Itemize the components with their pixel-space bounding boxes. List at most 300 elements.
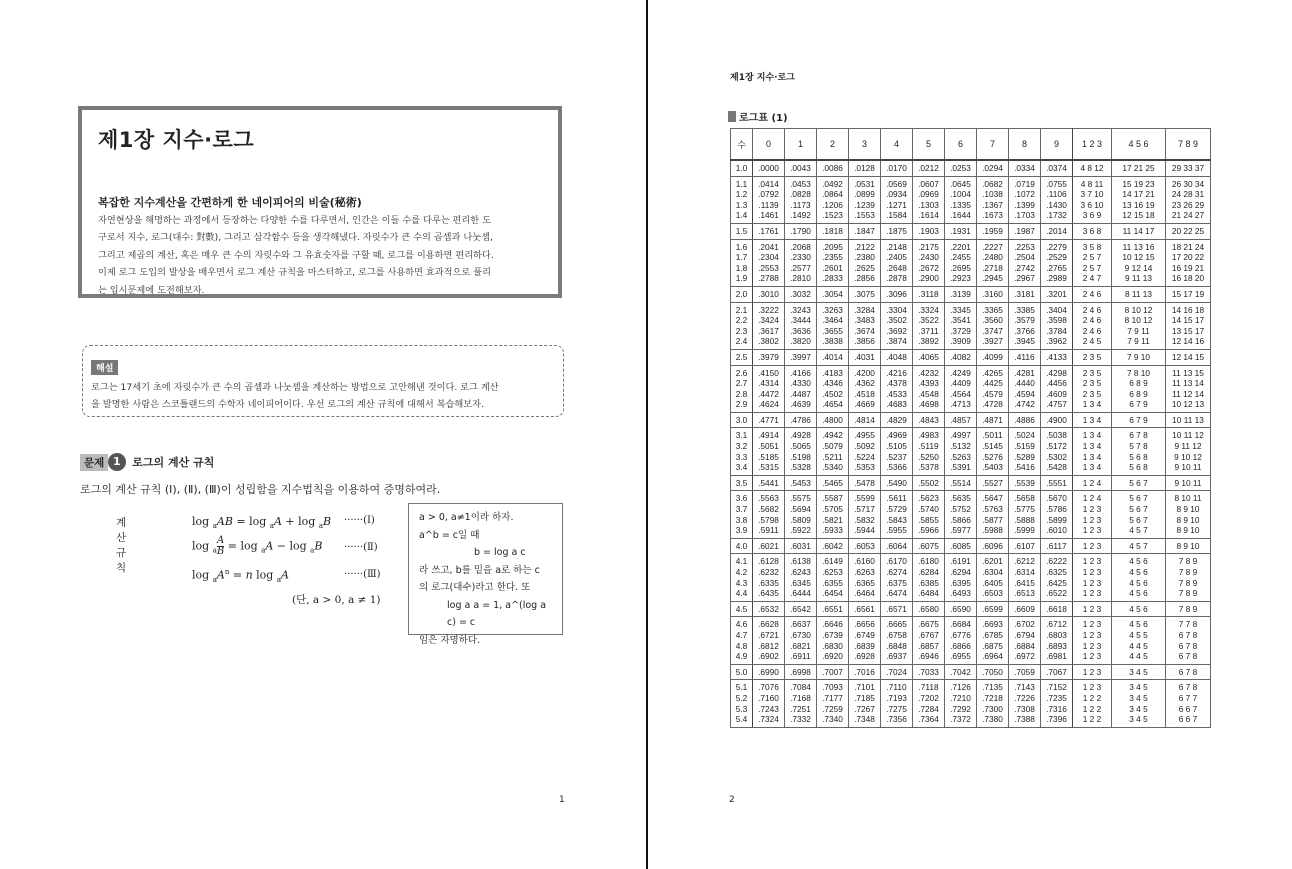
log-table-row-group xyxy=(731,176,1211,223)
log-table-value-cell: .2201 .2455 .2695 .2923 xyxy=(945,239,977,286)
log-table-value-cell: .4082 xyxy=(945,349,977,365)
log-table-header-cell: 9 xyxy=(1041,129,1073,161)
rule-2-tag: ······(Ⅱ) xyxy=(344,542,378,553)
commentary-line: 을 발명한 사람은 스코틀랜드의 수학자 네이피어이다. 우선 로그의 계산 규칙에 대해서 복습해보자. xyxy=(91,399,484,410)
intro-line: 이제 로그 도입의 발상을 배우면서 로그 계산 규칙을 마스터하고, 로그를 사용하면 효과적으로 풀리 xyxy=(98,267,491,279)
log-table-value-cell: .6212 .6314 .6415 .6513 xyxy=(1009,554,1041,601)
log-table-row-group xyxy=(731,680,1211,727)
log-table-value-cell: .0414 .0792 .1139 .1461 xyxy=(753,176,785,223)
log-table-value-cell: .6693 .6785 .6875 .6964 xyxy=(977,617,1009,664)
log-table-value-cell: .7076 .7160 .7243 .7324 xyxy=(753,680,785,727)
log-table-value-cell: 4 5 6 4 5 5 4 4 5 4 4 5 xyxy=(1112,617,1166,664)
log-table-value-cell: .4955 .5092 .5224 .5353 xyxy=(849,428,881,475)
log-table-value-cell: 15 19 23 14 17 21 13 16 19 12 15 18 xyxy=(1112,176,1166,223)
def-line: a^b = c일 때 xyxy=(419,529,480,541)
log-table-header-cell: 3 xyxy=(849,129,881,161)
log-table-value-cell: .6656 .6749 .6839 .6928 xyxy=(849,617,881,664)
log-table-value-cell: .5587 .5705 .5821 .5933 xyxy=(817,491,849,538)
rule-2: $\log _a\frac{A}{B}$ = log $_a$A − log $_a$B xyxy=(192,535,323,557)
log-table-value-cell: .5575 .5694 .5809 .5922 xyxy=(785,491,817,538)
rule-condition: (단, a > 0, a ≠ 1) xyxy=(292,594,381,606)
log-table-value-cell: .5453 xyxy=(785,475,817,491)
chapter-subtitle: 복잡한 지수계산을 간편하게 한 네이피어의 비술(秘術) xyxy=(98,196,362,209)
log-table-value-cell: 15 17 19 xyxy=(1166,286,1211,302)
log-table-value-cell: .5563 .5682 .5798 .5911 xyxy=(753,491,785,538)
log-table-value-cell: .4048 xyxy=(881,349,913,365)
log-table-value-cell: .4281 .4440 .4594 .4742 xyxy=(1009,365,1041,412)
log-table-value-cell: .0294 xyxy=(977,160,1009,176)
log-table-value-cell: .7050 xyxy=(977,664,1009,680)
log-table-value-cell: .3222 .3424 .3617 .3802 xyxy=(753,302,785,349)
log-table-value-cell: .3324 .3522 .3711 .3892 xyxy=(913,302,945,349)
log-table-value-cell: .7033 xyxy=(913,664,945,680)
log-table-row-group xyxy=(731,491,1211,538)
log-table-number-cell: 1.5 xyxy=(731,223,753,239)
log-table-value-cell: 7 9 10 xyxy=(1112,349,1166,365)
log-table-value-cell: .6117 xyxy=(1041,538,1073,554)
log-table-value-cell: .6180 .6284 .6385 .6484 xyxy=(913,554,945,601)
log-table-value-cell: .4871 xyxy=(977,412,1009,428)
log-table-value-cell: .4031 xyxy=(849,349,881,365)
section-title xyxy=(728,109,788,124)
intro-line: 구로서 지수, 로그(대수: 對數), 그리고 삼각함수 등을 생각해냈다. 자릿수가 큰 수의 곱셈과 나눗셈, xyxy=(98,232,493,244)
log-table-value-cell: .6031 xyxy=(785,538,817,554)
log-table-number-cell: 2.1 2.2 2.3 2.4 xyxy=(731,302,753,349)
log-table-value-cell: .6107 xyxy=(1009,538,1041,554)
problem-description: 로그의 계산 규칙 (Ⅰ), (Ⅱ), (Ⅲ)이 성립함을 지수법칙을 이용하여 증명하여라. xyxy=(80,483,441,496)
log-table-row-group xyxy=(731,412,1211,428)
log-table-value-cell: 3 4 5 xyxy=(1112,664,1166,680)
log-table-row-group xyxy=(731,365,1211,412)
log-table-value-cell: .1959 xyxy=(977,223,1009,239)
log-table-value-cell: .2095 .2355 .2601 .2833 xyxy=(817,239,849,286)
log-table-value-cell: .6170 .6274 .6375 .6474 xyxy=(881,554,913,601)
log-table-value-cell: .4249 .4409 .4564 .4713 xyxy=(945,365,977,412)
log-table-value-cell: 4 8 12 xyxy=(1073,160,1112,176)
log-table-value-cell: .1847 xyxy=(849,223,881,239)
def-line: b = log a c xyxy=(474,547,526,558)
log-table-number-cell: 3.6 3.7 3.8 3.9 xyxy=(731,491,753,538)
log-table-value-cell: .4928 .5065 .5198 .5328 xyxy=(785,428,817,475)
log-table-value-cell: .6712 .6803 .6893 .6981 xyxy=(1041,617,1073,664)
log-table-value-cell: 1 2 4 1 2 3 1 2 3 1 2 3 xyxy=(1073,491,1112,538)
chapter-box xyxy=(78,106,562,298)
log-table-value-cell: .2014 xyxy=(1041,223,1073,239)
problem-number: 1 xyxy=(108,453,126,471)
log-table-value-cell: .3365 .3560 .3747 .3927 xyxy=(977,302,1009,349)
log-table-value-cell: .0170 xyxy=(881,160,913,176)
log-table-value-cell: 5 6 7 5 6 7 5 6 7 4 5 7 xyxy=(1112,491,1166,538)
log-table-value-cell: .6628 .6721 .6812 .6902 xyxy=(753,617,785,664)
log-table-value-cell: .6096 xyxy=(977,538,1009,554)
log-table-number-cell: 1.1 1.2 1.3 1.4 xyxy=(731,176,753,223)
log-table-value-cell: .0719 .1072 .1399 .1703 xyxy=(1009,176,1041,223)
log-table-value-cell: 1 3 4 xyxy=(1073,412,1112,428)
log-table-value-cell: .6609 xyxy=(1009,601,1041,617)
log-table-row-group xyxy=(731,302,1211,349)
log-table-value-cell: 11 13 15 11 13 14 11 12 14 10 12 13 xyxy=(1166,365,1211,412)
definition-box xyxy=(408,503,563,646)
log-table-value-cell: .1761 xyxy=(753,223,785,239)
log-table-header-cell: 6 xyxy=(945,129,977,161)
log-table-value-cell: .6561 xyxy=(849,601,881,617)
log-table-value-cell: .3243 .3444 .3636 .3820 xyxy=(785,302,817,349)
log-table-value-cell: 20 22 25 xyxy=(1166,223,1211,239)
log-table-row-group xyxy=(731,601,1211,617)
log-table-number-cell: 2.0 xyxy=(731,286,753,302)
log-table-value-cell: 29 33 37 xyxy=(1166,160,1211,176)
log-table-number-cell: 3.1 3.2 3.3 3.4 xyxy=(731,428,753,475)
log-table-number-cell: 4.6 4.7 4.8 4.9 xyxy=(731,617,753,664)
log-table-value-cell: .5599 .5717 .5832 .5944 xyxy=(849,491,881,538)
log-table-value-cell: .6532 xyxy=(753,601,785,617)
log-table-value-cell: .7152 .7235 .7316 .7396 xyxy=(1041,680,1073,727)
log-table-value-cell: .5551 xyxy=(1041,475,1073,491)
log-table-row-group xyxy=(731,223,1211,239)
log-table-value-cell: 1 2 3 1 2 3 1 2 3 1 2 3 xyxy=(1073,554,1112,601)
section-marker xyxy=(728,111,736,122)
intro-line: 는 입시문제에 도전해보자. xyxy=(98,284,205,296)
log-table-row-group xyxy=(731,428,1211,475)
log-table-value-cell: 10 11 12 9 11 12 9 10 12 9 10 11 xyxy=(1166,428,1211,475)
log-table-value-cell: .6551 xyxy=(817,601,849,617)
log-table-header-cell: 7 8 9 xyxy=(1166,129,1211,161)
log-table-value-cell: 14 16 18 14 15 17 13 15 17 12 14 16 xyxy=(1166,302,1211,349)
log-table-value-cell: .6053 xyxy=(849,538,881,554)
log-table-number-cell: 4.5 xyxy=(731,601,753,617)
log-table-value-cell: 6 7 8 xyxy=(1166,664,1211,680)
log-table-value-cell: 6 7 8 5 7 8 5 6 8 5 6 8 xyxy=(1112,428,1166,475)
log-table-value-cell: 8 10 12 8 10 12 7 9 11 7 9 11 xyxy=(1112,302,1166,349)
log-table-value-cell: .4786 xyxy=(785,412,817,428)
log-table-value-cell: 11 14 17 xyxy=(1112,223,1166,239)
log-table-number-cell: 2.6 2.7 2.8 2.9 xyxy=(731,365,753,412)
log-table-value-cell: .2122 .2380 .2625 .2856 xyxy=(849,239,881,286)
log-table-value-cell: 4 5 6 xyxy=(1112,601,1166,617)
log-table-value-cell: .6646 .6739 .6830 .6920 xyxy=(817,617,849,664)
def-line: 의 로그(대수)라고 한다. 또 xyxy=(419,582,531,593)
log-table-value-cell: .6138 .6243 .6345 .6444 xyxy=(785,554,817,601)
log-table-value-cell: .5527 xyxy=(977,475,1009,491)
log-table-value-cell: .7084 .7168 .7251 .7332 xyxy=(785,680,817,727)
log-table-header-cell: 4 5 6 xyxy=(1112,129,1166,161)
log-table-value-cell: .2041 .2304 .2553 .2788 xyxy=(753,239,785,286)
log-table-value-cell: .0000 xyxy=(753,160,785,176)
log-table-value-cell: .6201 .6304 .6405 .6503 xyxy=(977,554,1009,601)
log-table-value-cell: 1 2 3 xyxy=(1073,664,1112,680)
def-line: 라 쓰고, b를 밑을 a로 하는 c xyxy=(419,564,540,576)
log-table-number-cell: 4.1 4.2 4.3 4.4 xyxy=(731,554,753,601)
log-table-number-cell: 5.1 5.2 5.3 5.4 xyxy=(731,680,753,727)
log-table-value-cell: .4969 .5105 .5237 .5366 xyxy=(881,428,913,475)
log-table-value-cell: .6665 .6758 .6848 .6937 xyxy=(881,617,913,664)
log-table-number-cell: 1.0 xyxy=(731,160,753,176)
log-table-value-cell: .5647 .5763 .5877 .5988 xyxy=(977,491,1009,538)
log-table-value-cell: .5441 xyxy=(753,475,785,491)
log-table-value-cell: .6042 xyxy=(817,538,849,554)
log-table-value-cell: .0492 .0864 .1206 .1523 xyxy=(817,176,849,223)
intro-line: 그리고 제곱의 계산, 혹은 매우 큰 수의 자릿수와 그 유효숫자를 구할 때, 로그를 이용하면 편리하다. xyxy=(98,249,494,261)
log-table-value-cell: .7024 xyxy=(881,664,913,680)
log-table-value-cell: .4843 xyxy=(913,412,945,428)
log-table-value-cell: .3118 xyxy=(913,286,945,302)
log-table-header-cell: 1 2 3 xyxy=(1073,129,1112,161)
log-table-value-cell: .4886 xyxy=(1009,412,1041,428)
log-table-value-cell: .3997 xyxy=(785,349,817,365)
log-table-number-cell: 2.5 xyxy=(731,349,753,365)
log-table-value-cell: 8 10 11 8 9 10 8 9 10 8 9 10 xyxy=(1166,491,1211,538)
log-table-value-cell: .6590 xyxy=(945,601,977,617)
log-table-header-cell: 2 xyxy=(817,129,849,161)
log-table-value-cell: .4857 xyxy=(945,412,977,428)
log-table-value-cell: .6075 xyxy=(913,538,945,554)
problem-title: 로그의 계산 규칙 xyxy=(132,456,215,469)
log-table-number-cell: 3.0 xyxy=(731,412,753,428)
log-table-value-cell: .7093 .7177 .7259 .7340 xyxy=(817,680,849,727)
log-table-value-cell: .5038 .5172 .5302 .5428 xyxy=(1041,428,1073,475)
log-table-value-cell: .6160 .6263 .6365 .6464 xyxy=(849,554,881,601)
log-table-value-cell: .0253 xyxy=(945,160,977,176)
log-table-value-cell: .7042 xyxy=(945,664,977,680)
page-number-right: 2 xyxy=(729,795,735,805)
rule-1-tag: ······(Ⅰ) xyxy=(344,515,375,526)
log-table-value-cell: .5514 xyxy=(945,475,977,491)
log-table-value-cell: 1 2 4 xyxy=(1073,475,1112,491)
log-table-value-cell: .4983 .5119 .5250 .5378 xyxy=(913,428,945,475)
commentary-badge: 해설 xyxy=(91,360,118,375)
def-line: log a a = 1, a^(log a c) = c xyxy=(447,599,547,628)
log-table-value-cell: .4166 .4330 .4487 .4639 xyxy=(785,365,817,412)
log-table-value-cell: 1 2 3 xyxy=(1073,538,1112,554)
log-table-value-cell: .6599 xyxy=(977,601,1009,617)
log-table-value-cell: 17 21 25 xyxy=(1112,160,1166,176)
log-table-value-cell: .1818 xyxy=(817,223,849,239)
log-table-value-cell: .0531 .0899 .1239 .1553 xyxy=(849,176,881,223)
log-table-value-cell: .4800 xyxy=(817,412,849,428)
log-table-value-cell: .6702 .6794 .6884 .6972 xyxy=(1009,617,1041,664)
log-table-value-cell: 9 10 11 xyxy=(1166,475,1211,491)
def-line: a > 0, a≠1이라 하자. xyxy=(419,512,514,523)
running-head: 제1장 지수·로그 xyxy=(730,73,795,83)
log-table xyxy=(730,128,1211,728)
log-table-value-cell: 2 3 5 xyxy=(1073,349,1112,365)
log-table-value-cell: .3075 xyxy=(849,286,881,302)
log-table-value-cell: .5611 .5729 .5843 .5955 xyxy=(881,491,913,538)
log-table-value-cell: .1875 xyxy=(881,223,913,239)
log-table-value-cell: .4298 .4456 .4609 .4757 xyxy=(1041,365,1073,412)
log-table-value-cell: .3385 .3579 .3766 .3945 xyxy=(1009,302,1041,349)
log-table-value-cell: 1 2 3 xyxy=(1073,601,1112,617)
log-table-value-cell: .3139 xyxy=(945,286,977,302)
log-table-value-cell: 26 30 34 24 28 31 23 26 29 21 24 27 xyxy=(1166,176,1211,223)
log-table-value-cell: .3304 .3502 .3692 .3874 xyxy=(881,302,913,349)
log-table-value-cell: 7 8 9 7 8 9 7 8 9 7 8 9 xyxy=(1166,554,1211,601)
log-table-value-cell: .2227 .2480 .2718 .2945 xyxy=(977,239,1009,286)
log-table-value-cell: .7016 xyxy=(849,664,881,680)
log-table-value-cell: 7 7 8 6 7 8 6 7 8 6 7 8 xyxy=(1166,617,1211,664)
log-table-value-cell: 2 3 5 2 3 5 2 3 5 1 3 4 xyxy=(1073,365,1112,412)
log-table-value-cell: .6998 xyxy=(785,664,817,680)
log-table-value-cell: .4265 .4425 .4579 .4728 xyxy=(977,365,1009,412)
log-table-value-cell: .7135 .7218 .7300 .7380 xyxy=(977,680,1009,727)
log-table-value-cell: .0682 .1038 .1367 .1673 xyxy=(977,176,1009,223)
log-table-value-cell: 12 14 15 xyxy=(1166,349,1211,365)
log-table-number-cell: 3.5 xyxy=(731,475,753,491)
log-table-value-cell: 1 2 3 1 2 2 1 2 2 1 2 2 xyxy=(1073,680,1112,727)
log-table-value-cell: .2279 .2529 .2765 .2989 xyxy=(1041,239,1073,286)
log-table-header-cell: 7 xyxy=(977,129,1009,161)
problem-badge: 문제 xyxy=(80,454,108,471)
log-table-value-cell: .5658 .5775 .5888 .5999 xyxy=(1009,491,1041,538)
log-table-value-cell: .3284 .3483 .3674 .3856 xyxy=(849,302,881,349)
log-table-row-group xyxy=(731,160,1211,176)
log-table-value-cell: .0569 .0934 .1271 .1584 xyxy=(881,176,913,223)
log-table-value-cell: .5024 .5159 .5289 .5416 xyxy=(1009,428,1041,475)
log-table-value-cell: 11 13 16 10 12 15 9 12 14 9 11 13 xyxy=(1112,239,1166,286)
log-table-value-cell: .7118 .7202 .7284 .7364 xyxy=(913,680,945,727)
log-table-value-cell: 3 6 8 xyxy=(1073,223,1112,239)
log-table-value-cell: .0334 xyxy=(1009,160,1041,176)
rules-label: 계산 규칙 xyxy=(116,517,127,574)
log-table-value-cell: 3 5 8 2 5 7 2 5 7 2 4 7 xyxy=(1073,239,1112,286)
log-table-value-cell: .7110 .7193 .7275 .7356 xyxy=(881,680,913,727)
log-table-value-cell: .4065 xyxy=(913,349,945,365)
log-table-row-group xyxy=(731,349,1211,365)
log-table-value-cell: 4 5 6 4 5 6 4 5 6 4 5 6 xyxy=(1112,554,1166,601)
log-table-value-cell: .4216 .4378 .4533 .4683 xyxy=(881,365,913,412)
log-table-value-cell: 7 8 9 xyxy=(1166,601,1211,617)
log-table-value-cell: 5 6 7 xyxy=(1112,475,1166,491)
log-table-value-cell: .0128 xyxy=(849,160,881,176)
log-table-value-cell: .0043 xyxy=(785,160,817,176)
log-table-value-cell: .6191 .6294 .6395 .6493 xyxy=(945,554,977,601)
section-title-text: 로그표 (1) xyxy=(739,113,788,124)
log-table-value-cell: .3979 xyxy=(753,349,785,365)
log-table-value-cell: .3263 .3464 .3655 .3838 xyxy=(817,302,849,349)
log-table-value-cell: .3096 xyxy=(881,286,913,302)
chapter-title: 제1장 지수·로그 xyxy=(98,128,255,152)
log-table-value-cell: .4183 .4346 .4502 .4654 xyxy=(817,365,849,412)
log-table-value-cell: .5539 xyxy=(1009,475,1041,491)
log-table-value-cell: .4232 .4393 .4548 .4698 xyxy=(913,365,945,412)
rule-3: $\log _aA^n = n$ log $_a$A xyxy=(192,568,289,584)
log-table-value-cell: .1931 xyxy=(945,223,977,239)
log-table-header xyxy=(731,129,1211,161)
log-table-value-cell: .0086 xyxy=(817,160,849,176)
log-table-row-group xyxy=(731,554,1211,601)
log-table-value-cell: .0453 .0828 .1173 .1492 xyxy=(785,176,817,223)
intro-line: 자연현상을 해명하는 과정에서 등장하는 다양한 수를 다루면서, 인간은 이들 수를 다루는 편리한 도 xyxy=(98,215,491,226)
log-table-value-cell: .7067 xyxy=(1041,664,1073,680)
log-table-number-cell: 4.0 xyxy=(731,538,753,554)
log-table-number-cell: 5.0 xyxy=(731,664,753,680)
log-table-value-cell: 8 11 13 xyxy=(1112,286,1166,302)
log-table-value-cell: .6684 .6776 .6866 .6955 xyxy=(945,617,977,664)
log-table-value-cell: .4116 xyxy=(1009,349,1041,365)
log-table-value-cell: .4099 xyxy=(977,349,1009,365)
log-table-value-cell: .5623 .5740 .5855 .5966 xyxy=(913,491,945,538)
log-table-value-cell: 1 2 3 1 2 3 1 2 3 1 2 3 xyxy=(1073,617,1112,664)
log-table-value-cell: .5670 .5786 .5899 .6010 xyxy=(1041,491,1073,538)
right-page xyxy=(648,0,1292,869)
log-table-value-cell: .4829 xyxy=(881,412,913,428)
problem-heading xyxy=(80,453,214,471)
log-table-value-cell: .4014 xyxy=(817,349,849,365)
log-table-value-cell: .5478 xyxy=(849,475,881,491)
log-table-row-group xyxy=(731,286,1211,302)
log-table-row-group xyxy=(731,664,1211,680)
log-table-header-cell: 8 xyxy=(1009,129,1041,161)
log-table-value-cell: .3160 xyxy=(977,286,1009,302)
log-table-value-cell: .3345 .3541 .3729 .3909 xyxy=(945,302,977,349)
log-table-row-group xyxy=(731,239,1211,286)
log-table-value-cell: .0645 .1004 .1335 .1644 xyxy=(945,176,977,223)
log-table-value-cell: 6 7 8 6 7 7 6 6 7 6 6 7 xyxy=(1166,680,1211,727)
log-table-row-group xyxy=(731,475,1211,491)
log-table-value-cell: .4814 xyxy=(849,412,881,428)
log-table-value-cell: .4133 xyxy=(1041,349,1073,365)
log-table-value-cell: .6149 .6253 .6355 .6454 xyxy=(817,554,849,601)
log-table-value-cell: .5465 xyxy=(817,475,849,491)
log-table-value-cell: .5502 xyxy=(913,475,945,491)
log-table-value-cell: .3032 xyxy=(785,286,817,302)
log-table-value-cell: .6637 .6730 .6821 .6911 xyxy=(785,617,817,664)
log-table-value-cell: .3010 xyxy=(753,286,785,302)
log-table-value-cell: .7126 .7210 .7292 .7372 xyxy=(945,680,977,727)
log-table-value-cell: .5011 .5145 .5276 .5403 xyxy=(977,428,1009,475)
log-table-value-cell: .1903 xyxy=(913,223,945,239)
log-table-value-cell: 7 8 10 6 8 9 6 8 9 6 7 9 xyxy=(1112,365,1166,412)
log-table-value-cell: 3 4 5 3 4 5 3 4 5 3 4 5 xyxy=(1112,680,1166,727)
log-table-value-cell: .6222 .6325 .6425 .6522 xyxy=(1041,554,1073,601)
log-table-value-cell: 8 9 10 xyxy=(1166,538,1211,554)
log-table-value-cell: .4900 xyxy=(1041,412,1073,428)
log-table-value-cell: .3054 xyxy=(817,286,849,302)
log-table-value-cell: .7007 xyxy=(817,664,849,680)
log-table-value-cell: .6021 xyxy=(753,538,785,554)
log-table-value-cell: .1790 xyxy=(785,223,817,239)
log-table-value-cell: .6580 xyxy=(913,601,945,617)
log-table-value-cell: .7143 .7226 .7308 .7388 xyxy=(1009,680,1041,727)
log-table-value-cell: 4 5 7 xyxy=(1112,538,1166,554)
log-table-value-cell: .0374 xyxy=(1041,160,1073,176)
log-table-number-cell: 1.6 1.7 1.8 1.9 xyxy=(731,239,753,286)
log-table-value-cell: .6542 xyxy=(785,601,817,617)
log-table-value-cell: .6571 xyxy=(881,601,913,617)
commentary-box xyxy=(82,345,564,417)
log-table-value-cell: 2 4 6 2 4 6 2 4 6 2 4 5 xyxy=(1073,302,1112,349)
log-table-value-cell: .4942 .5079 .5211 .5340 xyxy=(817,428,849,475)
log-table-value-cell: .2068 .2330 .2577 .2810 xyxy=(785,239,817,286)
log-table-header-cell: 4 xyxy=(881,129,913,161)
log-table-value-cell: .4771 xyxy=(753,412,785,428)
log-table-value-cell: .5490 xyxy=(881,475,913,491)
log-table-value-cell: 4 8 11 3 7 10 3 6 10 3 6 9 xyxy=(1073,176,1112,223)
log-table-row-group xyxy=(731,538,1211,554)
def-line: 임은 자명하다. xyxy=(419,634,481,646)
log-table-header-cell: 수 xyxy=(731,129,753,161)
left-page xyxy=(0,0,645,869)
log-table-value-cell: 10 11 13 xyxy=(1166,412,1211,428)
log-table-value-cell: .3201 xyxy=(1041,286,1073,302)
log-table-value-cell: .4914 .5051 .5185 .5315 xyxy=(753,428,785,475)
log-table-value-cell: .6064 xyxy=(881,538,913,554)
log-table-value-cell: .6618 xyxy=(1041,601,1073,617)
log-table-value-cell: 6 7 9 xyxy=(1112,412,1166,428)
log-table-value-cell: .3181 xyxy=(1009,286,1041,302)
log-table-header-cell: 5 xyxy=(913,129,945,161)
log-table-value-cell: .2253 .2504 .2742 .2967 xyxy=(1009,239,1041,286)
